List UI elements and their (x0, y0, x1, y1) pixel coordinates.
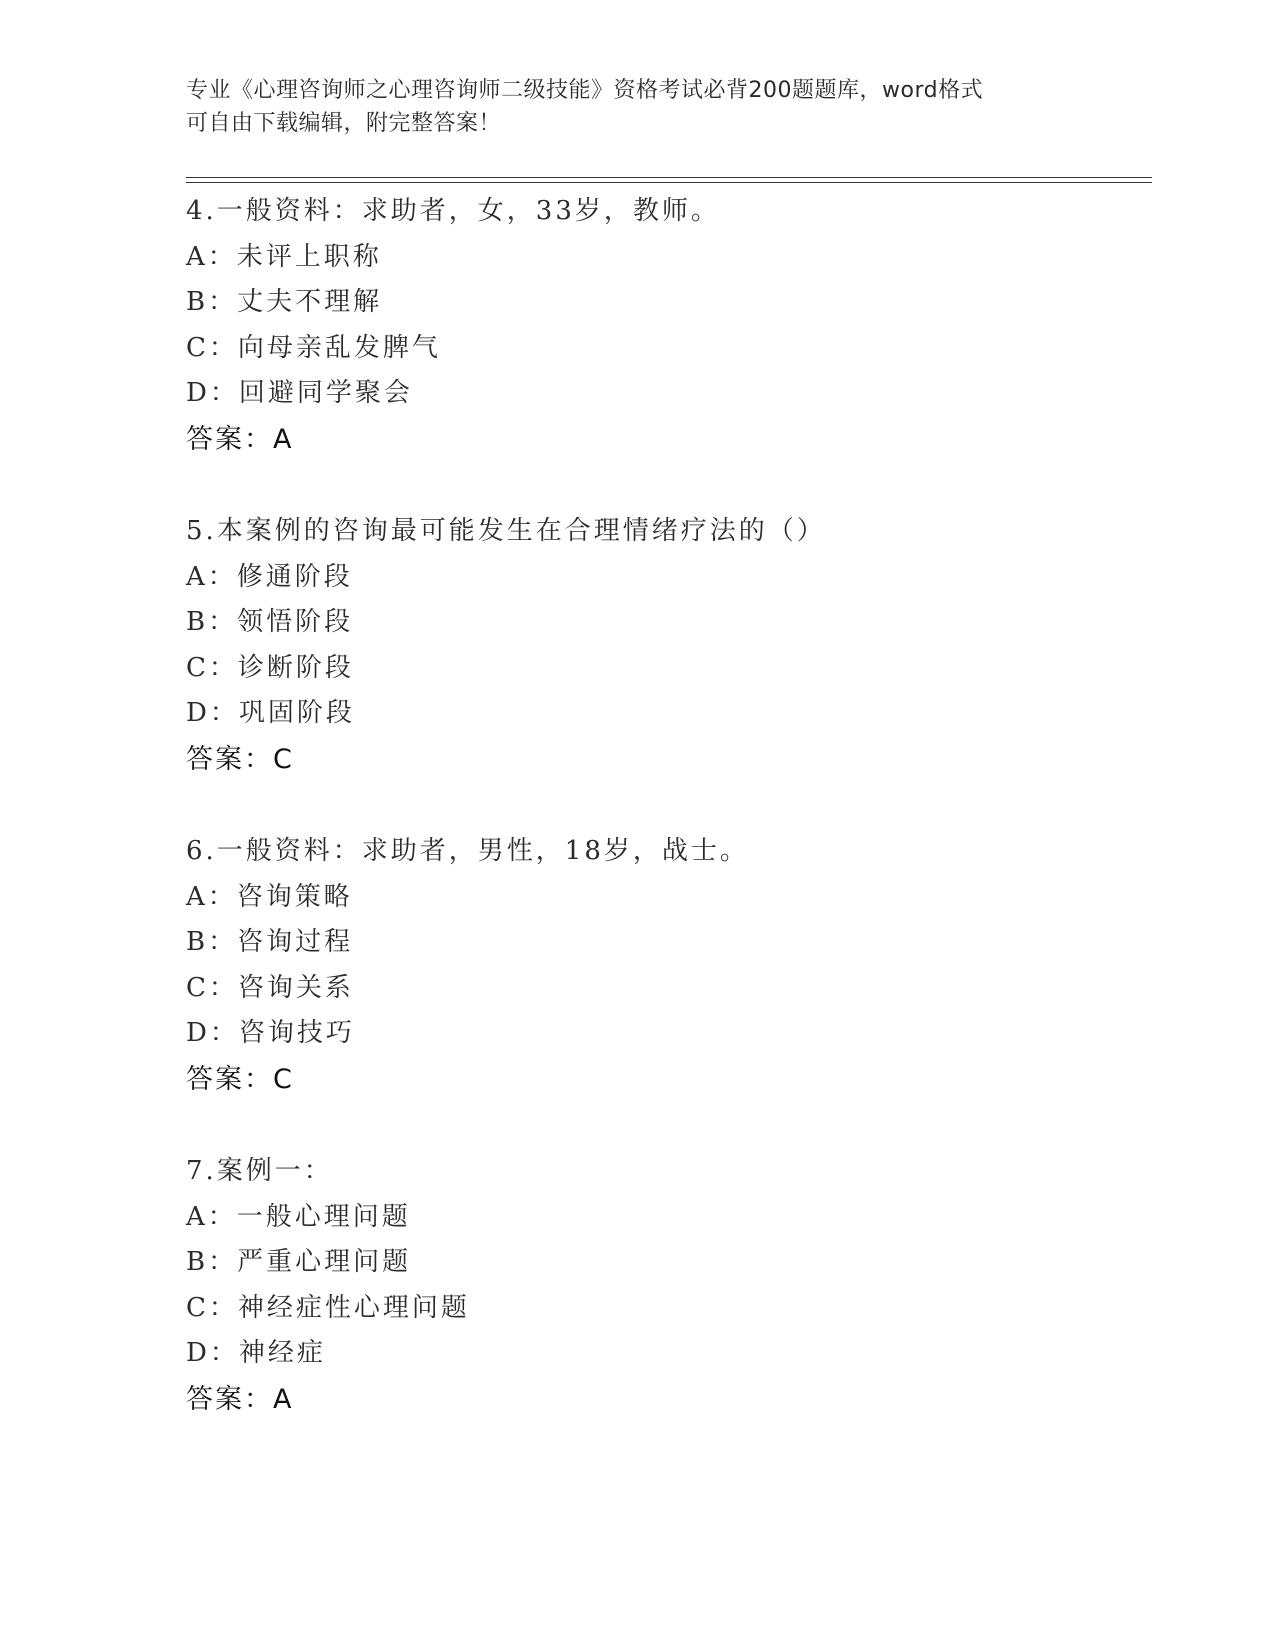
header-line-1: 专业《心理咨询师之心理咨询师二级技能》资格考试必背200题题库，word格式 (186, 78, 984, 103)
option-c: C：神经症性心理问题 (186, 1292, 470, 1323)
option-d: D：神经症 (186, 1338, 326, 1368)
question-stem: 4.一般资料：求助者，女，33岁，教师。 (186, 196, 720, 226)
question-6 (186, 829, 1146, 1102)
answer-label: 答案：C (186, 1063, 294, 1095)
question-4 (186, 189, 1146, 462)
option-a: A：一般心理问题 (186, 1201, 411, 1232)
answer-label: 答案：C (186, 743, 294, 775)
option-d: D：咨询技巧 (186, 1018, 355, 1048)
question-stem: 6.一般资料：求助者，男性，18岁，战士。 (186, 836, 749, 866)
option-c: C：咨询关系 (186, 972, 354, 1003)
option-b: B：丈夫不理解 (186, 287, 383, 317)
question-7 (186, 1149, 1146, 1422)
option-d: D：巩固阶段 (186, 698, 355, 728)
option-a: A：咨询策略 (186, 881, 353, 912)
question-list (186, 189, 1146, 1469)
option-b: B：领悟阶段 (186, 607, 354, 637)
answer-label: 答案：A (186, 423, 294, 455)
answer-label: 答案：A (186, 1383, 294, 1415)
option-c: C：诊断阶段 (186, 652, 354, 683)
option-c: C：向母亲乱发脾气 (186, 332, 441, 363)
option-b: B：咨询过程 (186, 927, 354, 957)
question-stem: 7.案例一： (186, 1156, 333, 1186)
question-5 (186, 509, 1146, 782)
header-divider-bottom (186, 182, 1152, 183)
option-d: D：回避同学聚会 (186, 378, 413, 408)
option-a: A：未评上职称 (186, 241, 382, 272)
option-a: A：修通阶段 (186, 561, 353, 592)
document-header (186, 74, 1066, 140)
option-b: B：严重心理问题 (186, 1247, 412, 1277)
question-stem: 5.本案例的咨询最可能发生在合理情绪疗法的（） (186, 516, 826, 546)
header-divider-top (186, 177, 1152, 178)
header-line-2: 可自由下载编辑，附完整答案！ (186, 111, 502, 136)
